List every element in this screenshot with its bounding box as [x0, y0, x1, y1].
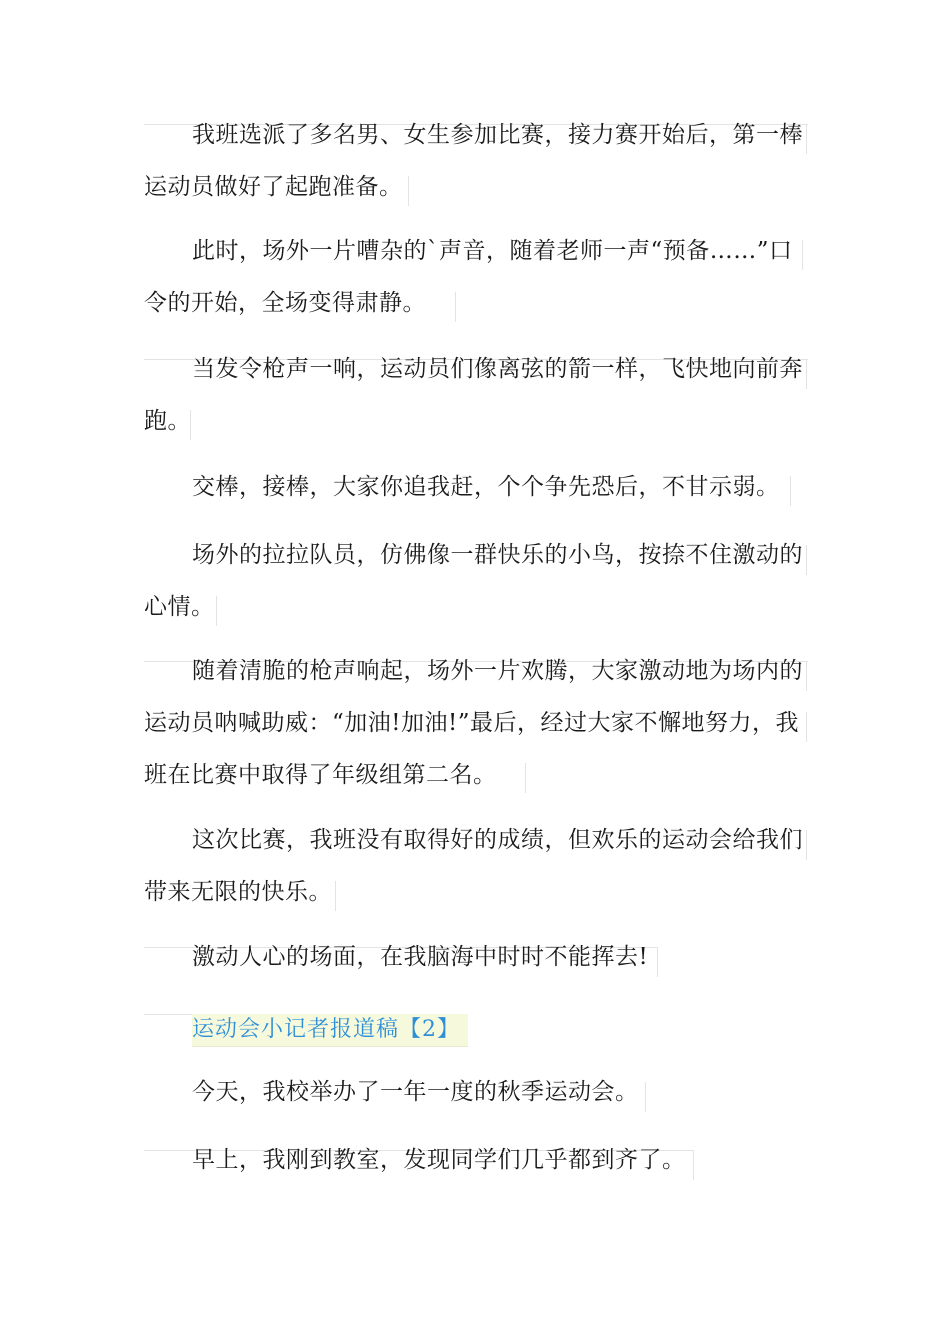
paragraph-cheerleaders: 场外的拉拉队员，仿佛像一群快乐的小鸟，按捺不住激动的心情。	[144, 542, 803, 620]
paragraph-baton-pass: 交棒，接棒，大家你追我赶，个个争先恐后，不甘示弱。	[192, 474, 780, 500]
paragraph-starting-gun: 当发令枪声一响，运动员们像离弦的箭一样，飞快地向前奔跑。	[144, 356, 803, 434]
paragraph-relay-start: 我班选派了多名男、女生参加比赛，接力赛开始后，第一棒运动员做好了起跑准备。	[144, 122, 803, 200]
paragraph-sports-meet-intro: 今天，我校举办了一年一度的秋季运动会。	[192, 1079, 639, 1105]
section-heading: 运动会小记者报道稿【2】	[192, 1014, 468, 1047]
paragraph-crowd-noise: 此时，场外一片嘈杂的`声音，随着老师一声“预备……”口令的开始，全场变得肃静。	[144, 238, 793, 316]
paragraph-reflection: 这次比赛，我班没有取得好的成绩，但欢乐的运动会给我们带来无限的快乐。	[144, 827, 803, 905]
paragraph-memorable: 激动人心的场面，在我脑海中时时不能挥去!	[192, 944, 649, 970]
paragraph-morning-classroom: 早上，我刚到教室，发现同学们几乎都到齐了。	[192, 1147, 686, 1173]
paragraph-result: 随着清脆的枪声响起，场外一片欢腾，大家激动地为场内的运动员呐喊助威：“加油!加油!”最后，经过大家不懈地努力，我班在比赛中取得了年级组第二名。	[144, 658, 803, 788]
text-box-guide	[144, 1014, 192, 1015]
